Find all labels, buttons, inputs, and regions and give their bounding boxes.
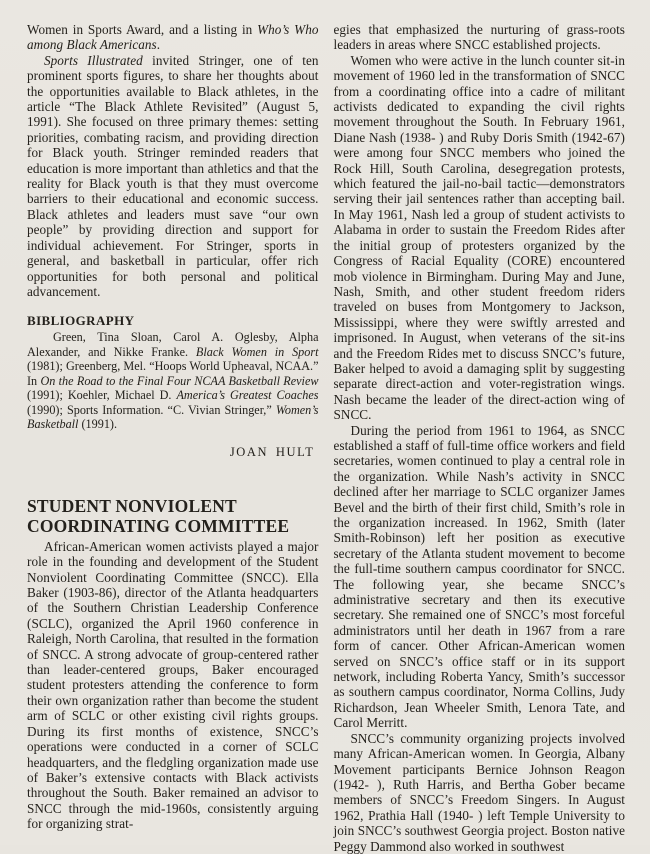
italic-text-run: Who’s Who among Black Americans xyxy=(27,22,319,53)
paragraph-1961-1964 xyxy=(334,423,626,731)
right-column xyxy=(333,22,626,854)
text-run: (1981); Greenberg, Mel. “Hoops World Upheaval, NCAA.” In xyxy=(27,359,319,388)
text-run: invited Stringer, one of ten prominent sports figures, to share her thoughts about the opportunities available to Black athletes, in the article “The Black Athlete Revisited” (August 5, 1991). She focused on three primary themes: setting priorities, combating racism, and providing direction for Black youth. Stringer reminded readers that education is more important than athletics and that the reality for Black youth is that they must overcome barriers to their educational and economic success. Black athletes and leaders must save “our own people” by providing direction and support for individual achievement. For Stringer, sports in general, and basketball in particular, offer rich opportunities for both personal and political advancement. xyxy=(27,52,319,299)
italic-text-run: Black Women in Sport xyxy=(195,344,319,359)
text-run: Green, Tina Sloan, Carol A. Oglesby, Alpha Alexander, and Nikke Franke. xyxy=(27,330,319,359)
bibliography-text xyxy=(27,330,319,432)
italic-text-run: America’s Greatest Coaches xyxy=(176,388,319,403)
italic-text-run: Sports Illustrated xyxy=(44,52,143,68)
bibliography-heading: BIBLIOGRAPHY xyxy=(27,313,135,329)
paragraph-continuation xyxy=(27,22,319,53)
left-column xyxy=(27,22,319,835)
text-run: (1991); Koehler, Michael D. xyxy=(27,388,177,403)
paragraph-continuation xyxy=(334,22,626,53)
author-byline: JOAN HULT xyxy=(229,444,315,459)
italic-text-run: Women’s Basketball xyxy=(27,402,319,432)
text-run: (1990); Sports Information. “C. Vivian Stringer,” xyxy=(27,402,276,417)
text-run: SNCC’s community organizing projects involved many African-American women. In Georgia, Albany Movement participants Bernice Johnson Reagon (1942- ), Ruth Harris, and Bertha Gober became members of SNCC’s Freedom Singers. In August 1962, Prathia Hall (1940- ) left Temple University to join SNCC’s southwest Georgia project. Boston native Peggy Dammond also worked in southwest xyxy=(333,730,625,854)
article-title: STUDENT NONVIOLENT COORDINATING COMMITTEE xyxy=(27,495,290,537)
text-run: Women who were active in the lunch counter sit-in movement of 1960 led in the transformation of SNCC from a coordinating office into a cadre of militant activists dedicated to expanding the civil rights movement throughout the South. In February 1961, Diane Nash (1938- ) and Ruby Doris Smith (1942-67) were among four SNCC members who joined the Rock Hill, South Carolina, desegregation protests, which featured the jail-no-bail tactic—demonstrators serving their jail sentences rather than accepting bail. In May 1961, Nash led a group of student activists to Alabama in order to sustain the Freedom Rides after the initial group of protesters organized by the Congress of Racial Equality (CORE) encountered mob violence in Birmingham. During May and June, Nash, Smith, and other student freedom riders traveled on buses from Montgomery to Jackson, Mississippi, where they were swiftly arrested and imprisoned. In August, when veterans of the sit-ins and the Freedom Rides met to discuss SNCC’s future, Baker helped to avoid a damaging split by suggesting separate direct-action and voter-registration wings. Nash became the leader of the direct-action wing of SNCC. xyxy=(333,52,625,423)
paragraph-sncc-intro xyxy=(27,539,319,832)
text-run: Women in Sports Award, and a listing in xyxy=(27,22,258,37)
text-run: . xyxy=(156,37,161,53)
text-run: African-American women activists played a major role in the founding and development of the Student Nonviolent Coordinating Committee (SNCC). Ella Baker (1903-86), director of the Atlanta headquarters of the Southern Christian Leadership Conference (SCLC), organized the April 1960 conference in Raleigh, North Carolina, that resulted in the formation of SNCC. A strong advocate of group-centered rather than leader-centered groups, Baker encouraged student protesters attending the conference to form their own organization rather than become the student arm of SCLC or other existing civil rights groups. During its first months of existence, SNCC’s operations were conducted in a corner of SCLC headquarters, and the fledgling organization made use of Baker’s extensive contacts with Black activists throughout the South. Baker remained an advisor to SNCC through the mid-1960s, consistently arguing for organizing strat- xyxy=(27,538,319,832)
text-run: (1991). xyxy=(78,417,118,432)
paragraph-community-projects xyxy=(334,731,626,854)
italic-text-run: On the Road to the Final Four NCAA Basketball Review xyxy=(40,373,319,388)
paragraph-lunch-counter xyxy=(334,53,626,423)
paragraph-sports-illustrated xyxy=(27,53,319,300)
text-run: egies that emphasized the nurturing of grass-roots leaders in areas where SNCC established projects. xyxy=(333,22,625,53)
text-run: During the period from 1961 to 1964, as SNCC established a staff of full-time office workers and field secretaries, women continued to play a central role in the organization. While Nash’s activity in SNCC declined after her marriage to SCLC organizer James Bevel and the birth of their first child, Smith’s role in the organization increased. In 1962, Smith (later Smith-Robinson) left her position as executive secretary of the Atlanta student movement to become the full-time southern campus coordinator for SNCC. The following year, she became SNCC’s administrative secretary and then its executive secretary. She remained one of SNCC’s most forceful administrators until her death in 1967 from a rare form of cancer. Other African-American women served on SNCC’s office staff or in its support network, including Roberta Yancy, Smith’s successor as southern campus coordinator, Norma Collins, Judy Richardson, Jean Wheeler Smith, Lenora Tate, and Carol Merritt. xyxy=(333,422,625,731)
